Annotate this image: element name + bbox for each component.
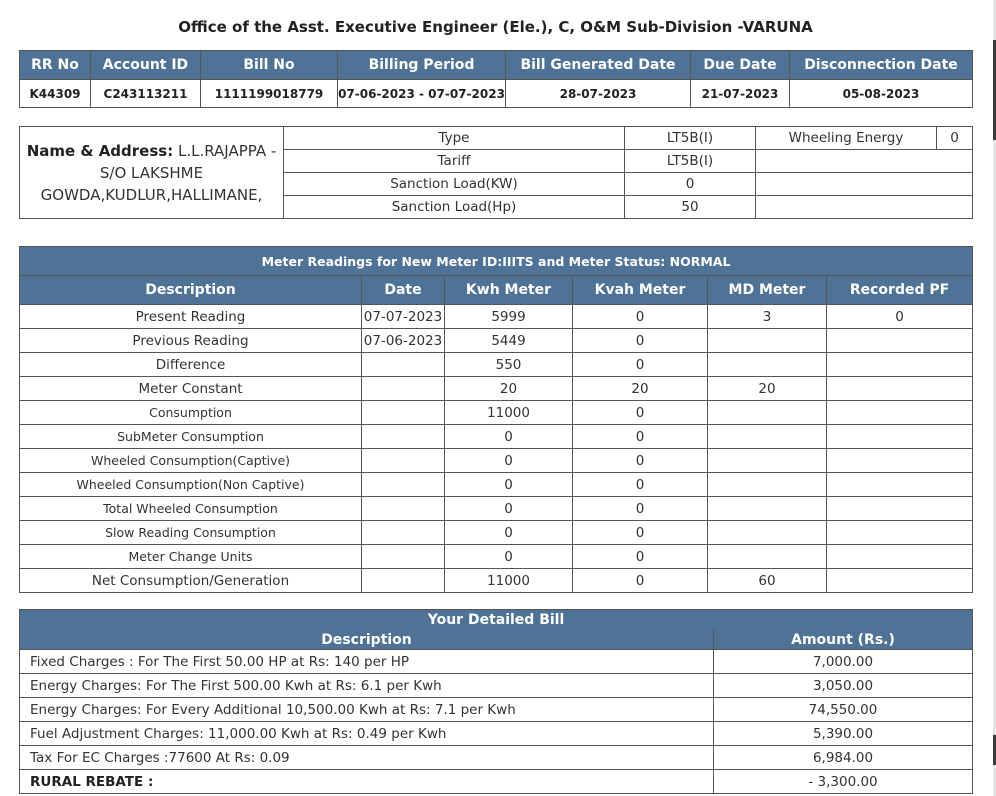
meter-kvah-cell: 0 (573, 473, 708, 497)
meter-kvah-cell: 0 (573, 569, 708, 593)
table-row (20, 569, 973, 593)
meter-description-cell: Slow Reading Consumption (20, 521, 362, 545)
table-row (20, 674, 973, 698)
meter-description-cell: SubMeter Consumption (20, 425, 362, 449)
col-detail-description: Description (20, 630, 714, 650)
billing-period-value: 07-06-2023 - 07-07-2023 (338, 80, 506, 108)
meter-kwh-cell: 0 (445, 425, 573, 449)
meter-pf-cell (827, 545, 973, 569)
meter-description-cell: Present Reading (20, 305, 362, 329)
meter-date-cell (362, 473, 445, 497)
office-title: Office of the Asst. Executive Engineer (Ele.), C, O&M Sub-Division -VARUNA (178, 18, 813, 36)
meter-md-cell (708, 329, 827, 353)
meter-caption: Meter Readings for New Meter ID:IIITS and Meter Status: NORMAL (20, 247, 973, 276)
col-rr-no: RR No (20, 51, 91, 80)
meter-pf-cell (827, 569, 973, 593)
meter-md-cell (708, 545, 827, 569)
charge-amount: 6,984.00 (714, 746, 973, 770)
meter-description-cell: Net Consumption/Generation (20, 569, 362, 593)
rr-no-value: K44309 (20, 80, 91, 108)
charge-description: Tax For EC Charges :77600 At Rs: 0.09 (20, 746, 714, 770)
sanction-load-kw-value: 0 (625, 173, 756, 196)
disconnection-date-value: 05-08-2023 (790, 80, 973, 108)
meter-md-cell (708, 497, 827, 521)
meter-date-cell: 07-06-2023 (362, 329, 445, 353)
meter-kwh-cell: 0 (445, 473, 573, 497)
tariff-label: Tariff (284, 150, 625, 173)
empty-cell (756, 196, 973, 219)
meter-md-cell (708, 425, 827, 449)
col-recorded-pf: Recorded PF (827, 276, 973, 305)
empty-cell (756, 173, 973, 196)
table-row (20, 545, 973, 569)
meter-kwh-cell: 0 (445, 545, 573, 569)
name-address-label: Name & Address: (26, 141, 174, 160)
charge-description: Energy Charges: For Every Additional 10,500.00 Kwh at Rs: 7.1 per Kwh (20, 698, 714, 722)
name-address-cell (20, 127, 284, 219)
wheeling-energy-value: 0 (937, 127, 973, 150)
detail-rows (20, 650, 973, 794)
table-row (20, 521, 973, 545)
charge-description: Fuel Adjustment Charges: 11,000.00 Kwh at Rs: 0.49 per Kwh (20, 722, 714, 746)
table-row (20, 353, 973, 377)
charge-amount: 7,000.00 (714, 650, 973, 674)
table-row (20, 449, 973, 473)
col-kvah-meter: Kvah Meter (573, 276, 708, 305)
meter-date-cell (362, 497, 445, 521)
meter-rows (20, 305, 973, 593)
meter-kwh-cell: 11000 (445, 569, 573, 593)
meter-pf-cell (827, 329, 973, 353)
meter-md-cell: 3 (708, 305, 827, 329)
meter-pf-cell (827, 473, 973, 497)
bill-generated-date-value: 28-07-2023 (506, 80, 691, 108)
meter-description-cell: Difference (20, 353, 362, 377)
meter-pf-cell (827, 449, 973, 473)
col-amount: Amount (Rs.) (714, 630, 973, 650)
col-account-id: Account ID (91, 51, 201, 80)
col-disconnection-date: Disconnection Date (790, 51, 973, 80)
charge-description: RURAL REBATE : (20, 770, 714, 794)
charge-amount: 74,550.00 (714, 698, 973, 722)
meter-kwh-cell: 0 (445, 521, 573, 545)
detail-columns (20, 630, 973, 650)
meter-kvah-cell: 0 (573, 305, 708, 329)
meter-kvah-cell: 0 (573, 353, 708, 377)
meter-kvah-cell: 0 (573, 545, 708, 569)
col-bill-no: Bill No (201, 51, 338, 80)
type-label: Type (284, 127, 625, 150)
meter-date-cell (362, 449, 445, 473)
col-md-meter: MD Meter (708, 276, 827, 305)
meter-columns (20, 276, 973, 305)
wheeling-energy-label: Wheeling Energy (756, 127, 937, 150)
meter-kwh-cell: 11000 (445, 401, 573, 425)
name-address-value: L.L.RAJAPPA - S/O LAKSHME GOWDA,KUDLUR,HALLIMANE, (40, 141, 277, 204)
meter-description-cell: Previous Reading (20, 329, 362, 353)
consumer-table (19, 126, 973, 219)
meter-md-cell (708, 473, 827, 497)
charge-amount: 3,050.00 (714, 674, 973, 698)
table-row (20, 329, 973, 353)
charge-amount: - 3,300.00 (714, 770, 973, 794)
col-kwh-meter: Kwh Meter (445, 276, 573, 305)
meter-kwh-cell: 5999 (445, 305, 573, 329)
meter-description-cell: Consumption (20, 401, 362, 425)
meter-description-cell: Meter Constant (20, 377, 362, 401)
meter-kvah-cell: 0 (573, 329, 708, 353)
detail-caption: Your Detailed Bill (20, 610, 973, 631)
consumer-row-type (20, 127, 973, 150)
meter-kvah-cell: 0 (573, 425, 708, 449)
table-row (20, 305, 973, 329)
table-row (20, 746, 973, 770)
meter-kwh-cell: 0 (445, 497, 573, 521)
meter-date-cell (362, 545, 445, 569)
meter-md-cell (708, 401, 827, 425)
bill-no-value: 1111199018779 (201, 80, 338, 108)
meter-description-cell: Total Wheeled Consumption (20, 497, 362, 521)
meter-description-cell: Wheeled Consumption(Captive) (20, 449, 362, 473)
table-row (20, 770, 973, 794)
due-date-value: 21-07-2023 (691, 80, 790, 108)
table-row (20, 425, 973, 449)
meter-pf-cell (827, 353, 973, 377)
empty-cell (756, 150, 973, 173)
meter-kwh-cell: 5449 (445, 329, 573, 353)
meter-md-cell (708, 521, 827, 545)
meter-kwh-cell: 550 (445, 353, 573, 377)
account-id-value: C243113211 (91, 80, 201, 108)
table-row (20, 497, 973, 521)
meter-date-cell (362, 425, 445, 449)
meter-md-cell: 60 (708, 569, 827, 593)
table-row (20, 473, 973, 497)
meter-pf-cell (827, 401, 973, 425)
meter-pf-cell (827, 521, 973, 545)
meter-caption-row (20, 247, 973, 276)
bill-header-table (19, 50, 973, 108)
meter-date-cell (362, 353, 445, 377)
sanction-load-kw-label: Sanction Load(KW) (284, 173, 625, 196)
sanction-load-hp-label: Sanction Load(Hp) (284, 196, 625, 219)
tariff-value: LT5B(I) (625, 150, 756, 173)
meter-pf-cell: 0 (827, 305, 973, 329)
meter-description-cell: Meter Change Units (20, 545, 362, 569)
meter-md-cell (708, 449, 827, 473)
meter-pf-cell (827, 377, 973, 401)
charge-amount: 5,390.00 (714, 722, 973, 746)
meter-kwh-cell: 0 (445, 449, 573, 473)
meter-date-cell (362, 521, 445, 545)
meter-kvah-cell: 20 (573, 377, 708, 401)
meter-pf-cell (827, 425, 973, 449)
meter-readings-table (19, 246, 973, 593)
meter-kvah-cell: 0 (573, 521, 708, 545)
col-bill-generated-date: Bill Generated Date (506, 51, 691, 80)
charge-description: Fixed Charges : For The First 50.00 HP at Rs: 140 per HP (20, 650, 714, 674)
detail-caption-row (20, 610, 973, 631)
meter-kvah-cell: 0 (573, 401, 708, 425)
meter-description-cell: Wheeled Consumption(Non Captive) (20, 473, 362, 497)
table-row (20, 722, 973, 746)
col-billing-period: Billing Period (338, 51, 506, 80)
meter-date-cell (362, 377, 445, 401)
table-row (20, 650, 973, 674)
meter-kwh-cell: 20 (445, 377, 573, 401)
table-row (20, 377, 973, 401)
meter-date-cell (362, 569, 445, 593)
meter-date-cell: 07-07-2023 (362, 305, 445, 329)
meter-kvah-cell: 0 (573, 449, 708, 473)
charge-description: Energy Charges: For The First 500.00 Kwh at Rs: 6.1 per Kwh (20, 674, 714, 698)
col-due-date: Due Date (691, 51, 790, 80)
meter-md-cell (708, 353, 827, 377)
table-row (20, 698, 973, 722)
table-row (20, 401, 973, 425)
sanction-load-hp-value: 50 (625, 196, 756, 219)
meter-pf-cell (827, 497, 973, 521)
bill-header-values (20, 80, 973, 108)
col-date: Date (362, 276, 445, 305)
detailed-bill-table (19, 609, 973, 794)
bill-header-columns (20, 51, 973, 80)
type-value: LT5B(I) (625, 127, 756, 150)
col-description: Description (20, 276, 362, 305)
meter-md-cell: 20 (708, 377, 827, 401)
meter-date-cell (362, 401, 445, 425)
meter-kvah-cell: 0 (573, 497, 708, 521)
